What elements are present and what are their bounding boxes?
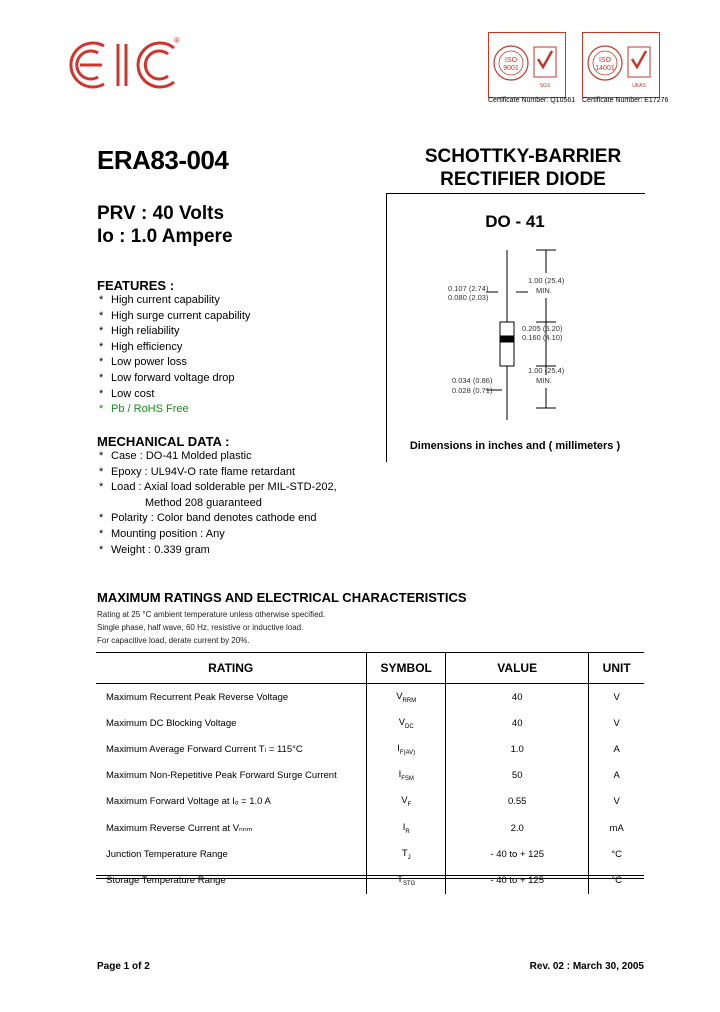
rating-cell: Maximum Average Forward Current Tₗ = 115°C — [106, 743, 303, 755]
revision-date: Rev. 02 : March 30, 2005 — [529, 961, 644, 972]
eic-logo-icon — [66, 34, 186, 96]
registered-mark: ® — [174, 36, 180, 45]
svg-text:9001: 9001 — [503, 65, 519, 72]
dim-lead-len-top: 1.00 (25.4) — [528, 276, 565, 285]
symbol-cell: $I_{FSM}$ — [367, 763, 446, 789]
value-cell: 1.0 — [446, 736, 589, 762]
dim-body-len-min: 0.160 (4.10) — [522, 333, 563, 342]
symbol-cell: $I_R$ — [367, 815, 446, 841]
value-cell: - 40 to + 125 — [446, 841, 589, 867]
rating-cell: Maximum Recurrent Peak Reverse Voltage — [106, 691, 289, 703]
list-item: Method 208 guaranteed — [145, 496, 262, 509]
symbol-cell: $T_J$ — [367, 841, 446, 867]
list-item: * Mounting position : Any — [99, 527, 225, 540]
symbol-cell: $V_F$ — [367, 789, 446, 815]
io-rating: Io : 1.0 Ampere — [97, 226, 233, 247]
iso9001-icon — [489, 33, 564, 96]
description-line-1: SCHOTTKY-BARRIER — [424, 146, 622, 167]
list-item: * Low forward voltage drop — [99, 371, 235, 384]
svg-text:ISO: ISO — [598, 57, 612, 64]
note-line: Single phase, half wave, 60 Hz, resistive or inductive load. — [97, 623, 304, 632]
svg-text:SGS: SGS — [539, 83, 551, 89]
rating-cell: Storage Temperature Range — [106, 874, 226, 886]
table-bottom-rule — [96, 875, 644, 879]
description-line-2: RECTIFIER DIODE — [440, 169, 606, 190]
ratings-table — [96, 652, 644, 894]
col-unit-header: UNIT — [589, 653, 644, 684]
note-line: Rating at 25 °C ambient temperature unless otherwise specified. — [97, 610, 326, 619]
part-description — [388, 145, 658, 191]
col-value-header: VALUE — [446, 653, 589, 684]
list-item: * Weight : 0.339 gram — [99, 543, 210, 556]
rating-cell: Maximum Non-Repetitive Peak Forward Surge Current — [106, 770, 337, 782]
unit-cell: °C — [589, 867, 644, 893]
list-item: * Case : DO-41 Molded plastic — [99, 450, 252, 462]
svg-text:UKAS: UKAS — [632, 83, 646, 89]
table-row — [96, 710, 644, 736]
ratings-heading: MAXIMUM RATINGS AND ELECTRICAL CHARACTERISTICS — [97, 590, 467, 605]
iso14001-caption: Certificate Number: E17276 — [582, 97, 669, 104]
value-cell: 40 — [446, 710, 589, 736]
unit-cell: V — [589, 684, 644, 711]
list-item: * Polarity : Color band denotes cathode end — [99, 512, 317, 525]
value-cell: 40 — [446, 684, 589, 711]
symbol-cell: $I_{F(AV)}$ — [367, 736, 446, 762]
symbol-cell: $T_{STG}$ — [367, 867, 446, 893]
table-row — [96, 763, 644, 789]
dim-body-len-max: 0.205 (5.20) — [522, 324, 563, 333]
value-cell: 50 — [446, 763, 589, 789]
list-item: * Epoxy : UL94V-O rate flame retardant — [99, 465, 296, 478]
unit-cell: V — [589, 710, 644, 736]
col-rating-header: RATING — [96, 653, 367, 684]
svg-text:ISO: ISO — [504, 57, 518, 64]
symbol-cell: $V_{DC}$ — [367, 710, 446, 736]
do41-outline-drawing — [386, 240, 644, 430]
table-row — [96, 867, 644, 893]
col-symbol-header: SYMBOL — [367, 653, 446, 684]
iso14001-badge — [582, 32, 660, 98]
symbol-cell: $V_{RRM}$ — [367, 684, 446, 711]
dimensions-caption: Dimensions in inches and ( millimeters ) — [409, 440, 621, 452]
features-heading: FEATURES : — [97, 278, 175, 293]
rating-cell: Junction Temperature Range — [106, 848, 228, 860]
unit-cell: °C — [589, 841, 644, 867]
dim-lead-dia-max: 0.107 (2.74) — [448, 284, 489, 293]
rating-cell: Maximum Forward Voltage at Iₒ = 1.0 A — [106, 796, 271, 808]
iso14001-icon — [583, 33, 658, 96]
list-item: * Load : Axial load solderable per MIL-STD-202, — [99, 481, 337, 494]
rating-cell: Maximum Reverse Current at Vₙₙₘ — [106, 822, 253, 834]
table-row — [96, 736, 644, 762]
dim-wire-dia-max: 0.034 (0.86) — [452, 376, 493, 385]
iso9001-caption: Certificate Number: Q10561 — [488, 97, 576, 104]
value-cell: 0.55 — [446, 789, 589, 815]
prv-rating: PRV : 40 Volts — [97, 203, 225, 224]
table-row — [96, 789, 644, 815]
part-number: ERA83-004 — [97, 145, 229, 175]
list-item: * High reliability — [99, 325, 180, 338]
dim-lead-len-bot: 1.00 (25.4) — [528, 366, 565, 375]
list-item: * High efficiency — [99, 340, 183, 353]
list-item: * Low cost — [99, 387, 155, 400]
table-header-row — [96, 653, 644, 684]
svg-text:14001: 14001 — [595, 65, 615, 72]
package-name: DO - 41 — [485, 212, 545, 231]
table-row — [96, 841, 644, 867]
dim-wire-dia-min: 0.028 (0.71) — [452, 386, 493, 395]
mechanical-list — [99, 449, 337, 558]
dim-lead-dia-min: 0.080 (2.03) — [448, 293, 489, 302]
dim-lead-len-bot-min: MIN. — [536, 376, 552, 385]
unit-cell: A — [589, 763, 644, 789]
list-item: * High surge current capability — [99, 309, 251, 322]
rohs-item: * Pb / RoHS Free — [99, 403, 189, 416]
ratings-summary — [97, 202, 233, 248]
features-list — [99, 293, 250, 418]
table-row — [96, 684, 644, 711]
rating-cell: Maximum DC Blocking Voltage — [106, 717, 237, 729]
table-row — [96, 815, 644, 841]
ratings-notes — [97, 608, 325, 647]
page-number: Page 1 of 2 — [97, 961, 150, 972]
list-item: * Low power loss — [99, 356, 187, 369]
dim-lead-len-top-min: MIN. — [536, 286, 552, 295]
value-cell: - 40 to + 125 — [446, 867, 589, 893]
unit-cell: A — [589, 736, 644, 762]
mechanical-heading: MECHANICAL DATA : — [97, 434, 230, 449]
unit-cell: mA — [589, 815, 644, 841]
list-item: * High current capability — [99, 294, 220, 306]
iso9001-badge — [488, 32, 566, 98]
value-cell: 2.0 — [446, 815, 589, 841]
note-line: For capacitive load, derate current by 20%. — [97, 636, 250, 645]
unit-cell: V — [589, 789, 644, 815]
eic-logo — [66, 34, 186, 96]
